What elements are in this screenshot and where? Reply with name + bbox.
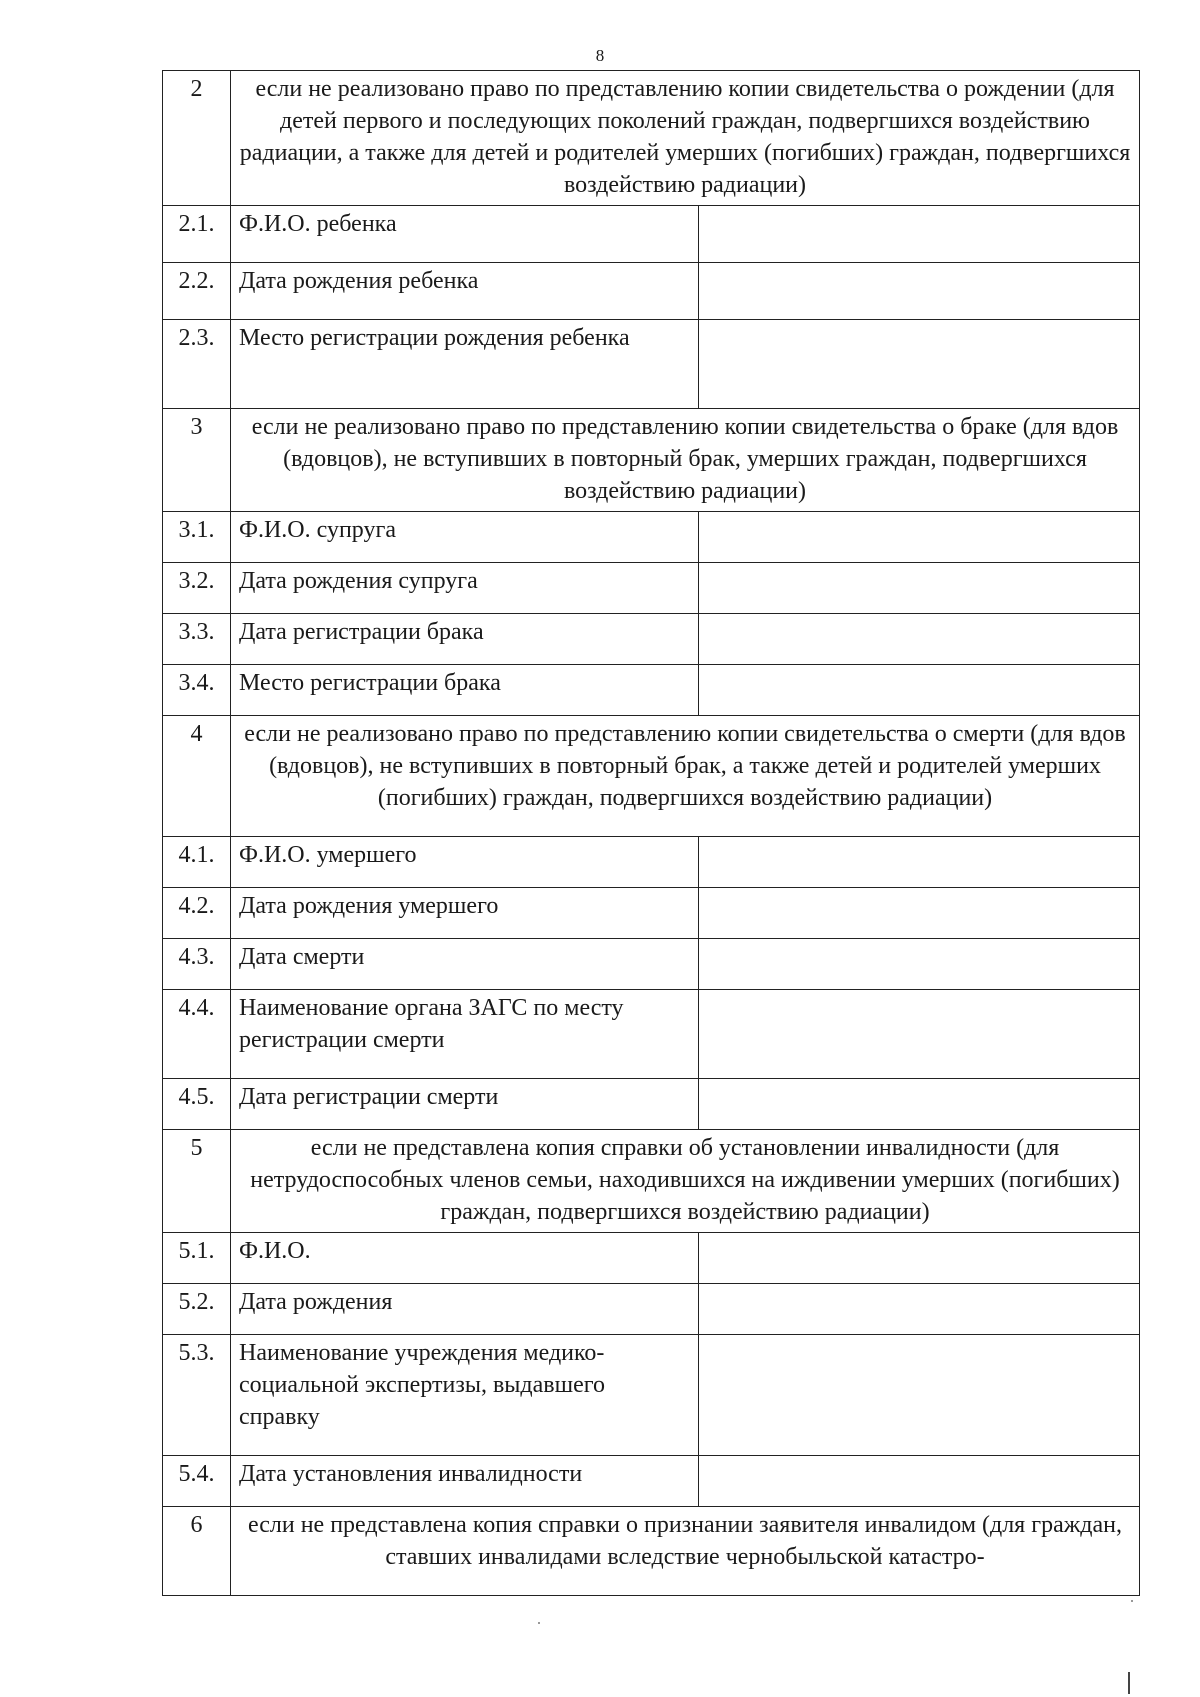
section-number: 2 — [163, 71, 231, 206]
field-label: Дата регистрации смерти — [231, 1079, 699, 1130]
field-label: Наименование учреждения медико-социальной экспертизы, выдавшего справку — [231, 1335, 699, 1456]
field-label: Дата рождения — [231, 1284, 699, 1335]
field-label: Ф.И.О. — [231, 1233, 699, 1284]
field-value-cell[interactable] — [699, 512, 1140, 563]
form-row — [163, 1284, 1140, 1335]
section-number: 4 — [163, 716, 231, 837]
row-number: 5.4. — [163, 1456, 231, 1507]
section-header-row — [163, 1507, 1140, 1596]
section-description: если не реализовано право по представлению копии свидетельства о браке (для вдов (вдовцов), не вступивших в повторный брак, умерших граждан, подвергшихся воздействию радиации) — [231, 409, 1140, 512]
section-header-row — [163, 1130, 1140, 1233]
form-row — [163, 888, 1140, 939]
field-label: Дата установления инвалидности — [231, 1456, 699, 1507]
row-number: 5.3. — [163, 1335, 231, 1456]
form-row — [163, 263, 1140, 320]
field-value-cell[interactable] — [699, 1233, 1140, 1284]
field-label: Место регистрации рождения ребенка — [231, 320, 699, 409]
form-row — [163, 1456, 1140, 1507]
field-value-cell[interactable] — [699, 563, 1140, 614]
row-number: 4.2. — [163, 888, 231, 939]
form-row — [163, 990, 1140, 1079]
field-label: Дата рождения ребенка — [231, 263, 699, 320]
row-number: 3.3. — [163, 614, 231, 665]
section-description: если не представлена копия справки о признании заявителя инвалидом (для граждан, ставших инвалидами вследствие чернобыльской катастро- — [231, 1507, 1140, 1596]
field-value-cell[interactable] — [699, 939, 1140, 990]
section-header-row — [163, 71, 1140, 206]
field-label: Дата смерти — [231, 939, 699, 990]
field-label: Дата регистрации брака — [231, 614, 699, 665]
form-row — [163, 837, 1140, 888]
section-header-row — [163, 409, 1140, 512]
row-number: 4.4. — [163, 990, 231, 1079]
row-number: 3.1. — [163, 512, 231, 563]
field-value-cell[interactable] — [699, 990, 1140, 1079]
section-description: если не реализовано право по представлению копии свидетельства о смерти (для вдов (вдовцов), не вступивших в повторный брак, а также детей и родителей умерших (погибших) граждан, подвергшихся воздействию радиации) — [231, 716, 1140, 837]
field-value-cell[interactable] — [699, 665, 1140, 716]
section-description: если не представлена копия справки об установлении инвалидности (для нетрудоспособных членов семьи, находившихся на иждивении умерших (погибших) граждан, подвергшихся воздействию радиации) — [231, 1130, 1140, 1233]
form-row — [163, 939, 1140, 990]
scan-artifact — [1131, 1600, 1133, 1602]
section-header-row — [163, 716, 1140, 837]
section-number: 5 — [163, 1130, 231, 1233]
field-value-cell[interactable] — [699, 263, 1140, 320]
field-value-cell[interactable] — [699, 837, 1140, 888]
form-row — [163, 614, 1140, 665]
field-label: Ф.И.О. умершего — [231, 837, 699, 888]
row-number: 3.4. — [163, 665, 231, 716]
row-number: 2.3. — [163, 320, 231, 409]
field-label: Ф.И.О. ребенка — [231, 206, 699, 263]
application-form-table — [162, 70, 1140, 1596]
section-number: 3 — [163, 409, 231, 512]
field-value-cell[interactable] — [699, 206, 1140, 263]
form-row — [163, 1079, 1140, 1130]
row-number: 2.2. — [163, 263, 231, 320]
field-value-cell[interactable] — [699, 320, 1140, 409]
field-label: Ф.И.О. супруга — [231, 512, 699, 563]
scan-artifact — [1128, 1672, 1130, 1694]
scan-artifact — [538, 1622, 540, 1624]
field-value-cell[interactable] — [699, 1335, 1140, 1456]
field-value-cell[interactable] — [699, 1284, 1140, 1335]
field-label: Дата рождения супруга — [231, 563, 699, 614]
field-label: Место регистрации брака — [231, 665, 699, 716]
field-label: Дата рождения умершего — [231, 888, 699, 939]
section-number: 6 — [163, 1507, 231, 1596]
page-number: 8 — [595, 46, 605, 65]
row-number: 5.2. — [163, 1284, 231, 1335]
field-value-cell[interactable] — [699, 888, 1140, 939]
row-number: 2.1. — [163, 206, 231, 263]
form-row — [163, 1335, 1140, 1456]
row-number: 5.1. — [163, 1233, 231, 1284]
row-number: 4.3. — [163, 939, 231, 990]
form-row — [163, 1233, 1140, 1284]
form-row — [163, 320, 1140, 409]
row-number: 3.2. — [163, 563, 231, 614]
field-value-cell[interactable] — [699, 614, 1140, 665]
row-number: 4.5. — [163, 1079, 231, 1130]
form-row — [163, 512, 1140, 563]
field-label: Наименование органа ЗАГС по месту регистрации смерти — [231, 990, 699, 1079]
row-number: 4.1. — [163, 837, 231, 888]
field-value-cell[interactable] — [699, 1456, 1140, 1507]
section-description: если не реализовано право по представлению копии свидетельства о рождении (для детей первого и последующих поколений граждан, подвергшихся воздействию радиации, а также для детей и родителей умерших (погибших) граждан, подвергшихся воздействию радиации) — [231, 71, 1140, 206]
form-row — [163, 563, 1140, 614]
field-value-cell[interactable] — [699, 1079, 1140, 1130]
form-row — [163, 665, 1140, 716]
form-row — [163, 206, 1140, 263]
